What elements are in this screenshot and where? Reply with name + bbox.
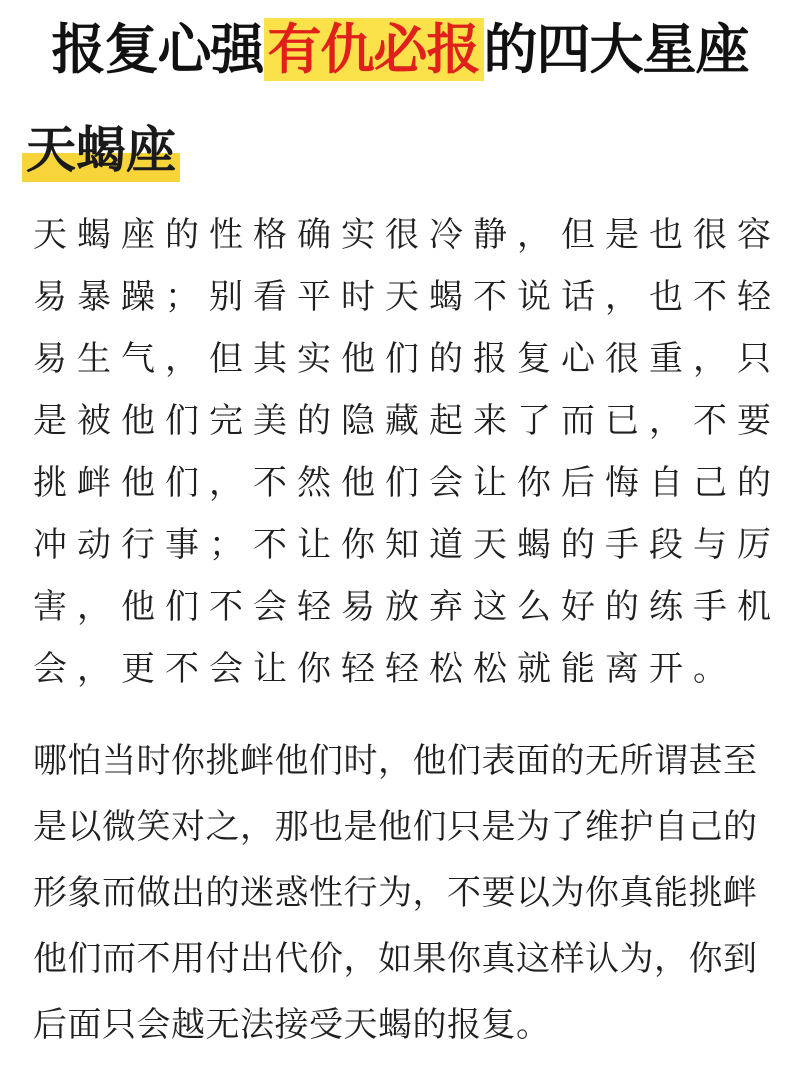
paragraph-2-line: 后面只会越无法接受天蝎的报复。 <box>33 1005 551 1045</box>
paragraph-2-line: 是以微笑对之，那也是他们只是为了维护自己的 <box>33 807 758 847</box>
title-part-3: 的四大星座 <box>483 18 749 81</box>
paragraph-1 <box>33 204 781 700</box>
paragraph-1-line: 是被他们完美的隐藏起来了而已，不要 <box>33 401 781 441</box>
paragraph-1-line: 挑衅他们，不然他们会让你后悔自己的 <box>33 463 781 503</box>
paragraph-1-line: 易暴躁；别看平时天蝎不说话，也不轻 <box>33 277 781 317</box>
title-part-1: 报复心强 <box>51 18 264 81</box>
title-highlight: 有仇必报 <box>264 18 484 81</box>
paragraph-2-line: 他们而不用付出代价，如果你真这样认为，你到 <box>33 939 758 979</box>
paragraph-1-line: 冲动行事；不让你知道天蝎的手段与厉 <box>33 525 781 565</box>
paragraph-1-line: 会，更不会让你轻轻松松就能离开。 <box>33 649 737 689</box>
section-heading-scorpio: 天蝎座 <box>22 118 180 182</box>
paragraph-2-line: 哪怕当时你挑衅他们时，他们表面的无所谓甚至 <box>33 741 758 781</box>
paragraph-1-line: 天蝎座的性格确实很冷静，但是也很容 <box>33 215 781 255</box>
page-title <box>0 14 800 86</box>
paragraph-1-line: 害，他们不会轻易放弃这么好的练手机 <box>33 587 781 627</box>
paragraph-1-line: 易生气，但其实他们的报复心很重，只 <box>33 339 781 379</box>
paragraph-2-line: 形象而做出的迷惑性行为，不要以为你真能挑衅 <box>33 873 758 913</box>
paragraph-2 <box>33 728 773 1058</box>
